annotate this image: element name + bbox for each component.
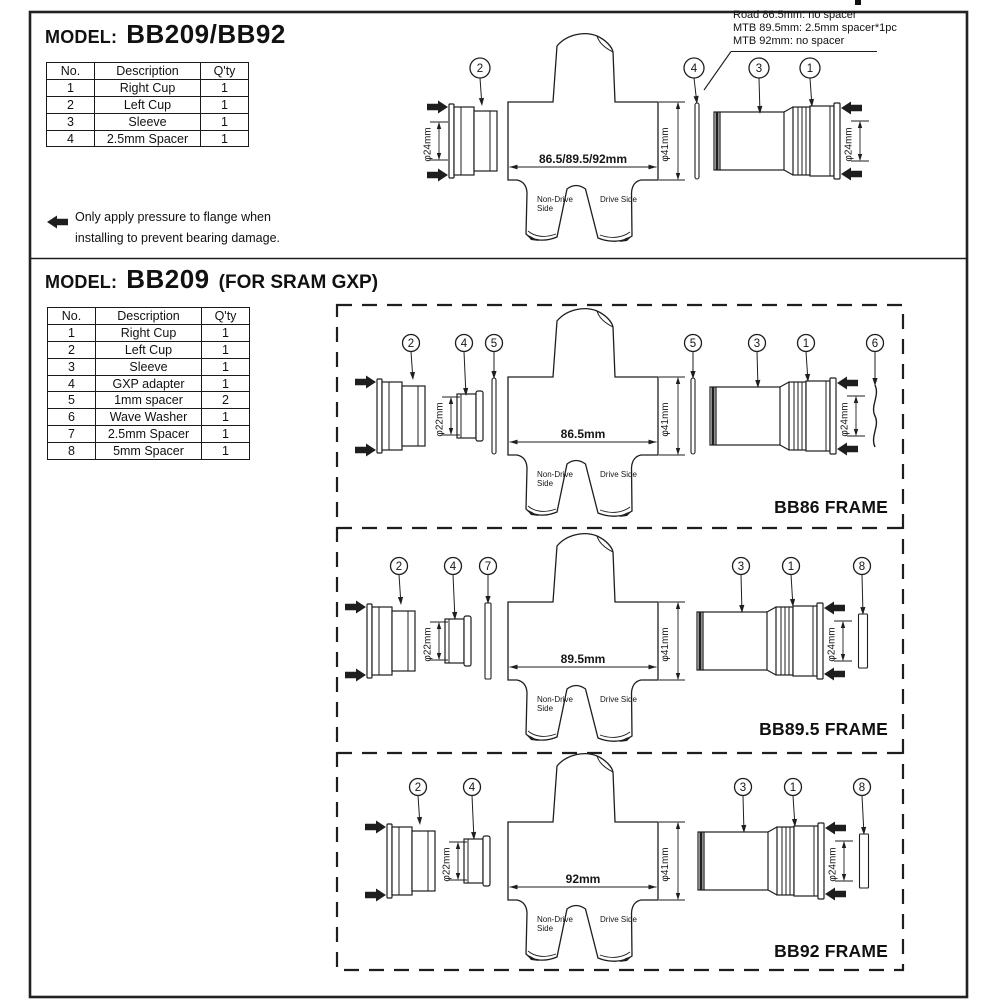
callout	[749, 335, 766, 389]
parts-table-bb209-bb92	[46, 62, 249, 147]
table-cell: 1	[202, 324, 250, 341]
callout	[867, 335, 884, 387]
dim-label: φ24mm	[827, 847, 839, 882]
table-cell: 7	[48, 426, 96, 443]
table-cell: GXP adapter	[96, 375, 202, 392]
table-cell: 2.5mm Spacer	[96, 426, 202, 443]
callout-number: 4	[449, 561, 457, 573]
parts-table-bb209-gxp	[47, 307, 250, 460]
non-drive-side-label: Non-Drive	[537, 195, 574, 204]
spacer-notes	[733, 9, 897, 48]
table-cell: 2	[48, 341, 96, 358]
non-drive-side-label: Non-Drive	[537, 695, 574, 704]
table-cell: 8	[48, 443, 96, 460]
table-cell: 1	[47, 79, 95, 96]
model-prefix: MODEL:	[45, 272, 118, 292]
table-header-cell: Description	[96, 308, 202, 325]
table-header-cell: No.	[47, 63, 95, 80]
table-row	[47, 113, 249, 130]
diagram-bb86-frame	[355, 309, 884, 517]
table-header-row	[47, 63, 249, 80]
table-cell: 1	[201, 113, 249, 130]
table-cell: Left Cup	[95, 96, 201, 113]
cropped-text-fragment	[855, 0, 861, 5]
table-cell: Right Cup	[96, 324, 202, 341]
table-cell: 1	[201, 79, 249, 96]
callout	[783, 558, 800, 608]
callout	[470, 58, 490, 106]
pressure-warning	[75, 207, 280, 249]
table-cell: 1	[202, 375, 250, 392]
table-cell: 6	[48, 409, 96, 426]
table-row	[48, 375, 250, 392]
shell-width-dim: 89.5mm	[560, 652, 606, 666]
table-cell: 4	[47, 130, 95, 147]
frame-label-bb92: BB92 FRAME	[774, 941, 888, 961]
callout	[685, 335, 702, 380]
callout	[464, 779, 481, 841]
callout-number: 3	[739, 782, 747, 794]
dim-label: φ22mm	[422, 627, 434, 662]
table-row	[48, 324, 250, 341]
callout	[800, 58, 820, 107]
table-cell: 5mm Spacer	[96, 443, 202, 460]
table-row	[48, 392, 250, 409]
callout	[486, 335, 503, 380]
model-suffix: (FOR SRAM GXP)	[218, 272, 379, 293]
callout-number: 5	[689, 338, 697, 350]
model-name: BB209	[126, 264, 210, 294]
table-header-cell: No.	[48, 308, 96, 325]
callout-number: 1	[787, 561, 795, 573]
drive-side-label: Drive Side	[600, 470, 637, 479]
table-cell: 1	[202, 426, 250, 443]
table-cell: 3	[48, 358, 96, 375]
callout-number: 5	[490, 338, 498, 350]
table-cell: 1	[201, 96, 249, 113]
callout	[785, 779, 802, 828]
diagram-bb92-frame	[365, 754, 871, 962]
callout	[456, 335, 473, 397]
callout-number: 3	[753, 338, 761, 350]
table-row	[48, 426, 250, 443]
dim-label: φ24mm	[826, 627, 838, 662]
drive-side-label: Drive Side	[600, 195, 637, 204]
callout	[391, 558, 408, 606]
shell-height-dim: φ41mm	[660, 127, 671, 162]
shell-width-dim: 92mm	[565, 872, 601, 886]
callout-number: 1	[789, 782, 797, 794]
table-cell: 2	[202, 392, 250, 409]
non-drive-side-label: Side	[537, 924, 554, 933]
callout-number: 3	[737, 561, 745, 573]
table-cell: 4	[48, 375, 96, 392]
non-drive-side-label: Non-Drive	[537, 915, 574, 924]
dim-label: φ22mm	[434, 402, 446, 437]
shell-height-dim: φ41mm	[660, 627, 671, 662]
table-header-row	[48, 308, 250, 325]
model-name: BB209/BB92	[126, 19, 286, 49]
table-cell: 1	[202, 358, 250, 375]
non-drive-side-label: Side	[537, 204, 554, 213]
dim-label: φ22mm	[441, 847, 453, 882]
non-drive-side-label: Side	[537, 704, 554, 713]
table-row	[47, 79, 249, 96]
shell-height-dim: φ41mm	[660, 402, 671, 437]
warning-line-2: installing to prevent bearing damage.	[75, 231, 280, 245]
dim-label: φ24mm	[839, 402, 851, 437]
table-header-cell: Q'ty	[201, 63, 249, 80]
callout	[854, 779, 871, 836]
table-cell: 1	[202, 409, 250, 426]
table-row	[48, 409, 250, 426]
dim-label: φ24mm	[843, 127, 855, 162]
callout-number: 2	[395, 561, 403, 573]
table-cell: Sleeve	[96, 358, 202, 375]
pressure-arrow-icon	[47, 216, 68, 229]
non-drive-side-label: Non-Drive	[537, 470, 574, 479]
table-cell: Right Cup	[95, 79, 201, 96]
callout	[854, 558, 871, 616]
table-cell: 3	[47, 113, 95, 130]
table-header-cell: Q'ty	[202, 308, 250, 325]
shell-width-dim: 86.5mm	[560, 427, 606, 441]
table-row	[48, 443, 250, 460]
callout-number: 1	[806, 63, 814, 75]
note-mtb-895: MTB 89.5mm: 2.5mm spacer*1pc	[733, 22, 897, 34]
callout	[798, 335, 815, 383]
table-cell: Wave Washer	[96, 409, 202, 426]
callout-number: 4	[690, 63, 698, 75]
frame-label-bb86: BB86 FRAME	[774, 497, 888, 517]
table-row	[47, 96, 249, 113]
notes-leader-line	[704, 52, 877, 91]
callout-number: 4	[468, 782, 476, 794]
callout-number: 8	[858, 782, 866, 794]
callout	[735, 779, 752, 834]
callout-number: 8	[858, 561, 866, 573]
shell-height-dim: φ41mm	[660, 847, 671, 882]
warning-line-1: Only apply pressure to flange when	[75, 210, 271, 224]
model-prefix: MODEL:	[45, 27, 118, 47]
callout-number: 2	[414, 782, 422, 794]
drive-side-label: Drive Side	[600, 695, 637, 704]
callout	[684, 58, 704, 104]
callout	[403, 335, 420, 381]
table-header-cell: Description	[95, 63, 201, 80]
section1-header	[45, 19, 286, 50]
diagram-bb209-bb92	[423, 34, 870, 242]
diagram-bb895-frame	[345, 534, 871, 742]
table-cell: Left Cup	[96, 341, 202, 358]
callout-number: 4	[460, 338, 468, 350]
callout-number: 7	[484, 561, 492, 573]
table-cell: 1	[48, 324, 96, 341]
section2-header	[45, 264, 378, 295]
table-cell: 1	[202, 443, 250, 460]
table-row	[48, 358, 250, 375]
table-row	[48, 341, 250, 358]
callout-number: 6	[871, 338, 879, 350]
callout-number: 2	[476, 63, 484, 75]
dim-label: φ24mm	[422, 127, 434, 162]
table-cell: 1	[201, 130, 249, 147]
callout	[410, 779, 427, 826]
callout-number: 3	[755, 63, 763, 75]
frame-label-bb895: BB89.5 FRAME	[759, 719, 888, 739]
non-drive-side-label: Side	[537, 479, 554, 488]
callout	[733, 558, 750, 614]
shell-width-dim: 86.5/89.5/92mm	[538, 152, 628, 166]
table-cell: 5	[48, 392, 96, 409]
table-cell: 2	[47, 96, 95, 113]
table-cell: 1mm spacer	[96, 392, 202, 409]
callout-number: 1	[802, 338, 810, 350]
note-road: Road 86.5mm: no spacer	[733, 9, 857, 21]
callout	[445, 558, 462, 621]
note-mtb-92: MTB 92mm: no spacer	[733, 35, 845, 47]
table-cell: Sleeve	[95, 113, 201, 130]
callout-number: 2	[407, 338, 415, 350]
drive-side-label: Drive Side	[600, 915, 637, 924]
callout	[480, 558, 497, 605]
table-cell: 2.5mm Spacer	[95, 130, 201, 147]
callout	[749, 58, 769, 114]
table-cell: 1	[202, 341, 250, 358]
table-row	[47, 130, 249, 147]
